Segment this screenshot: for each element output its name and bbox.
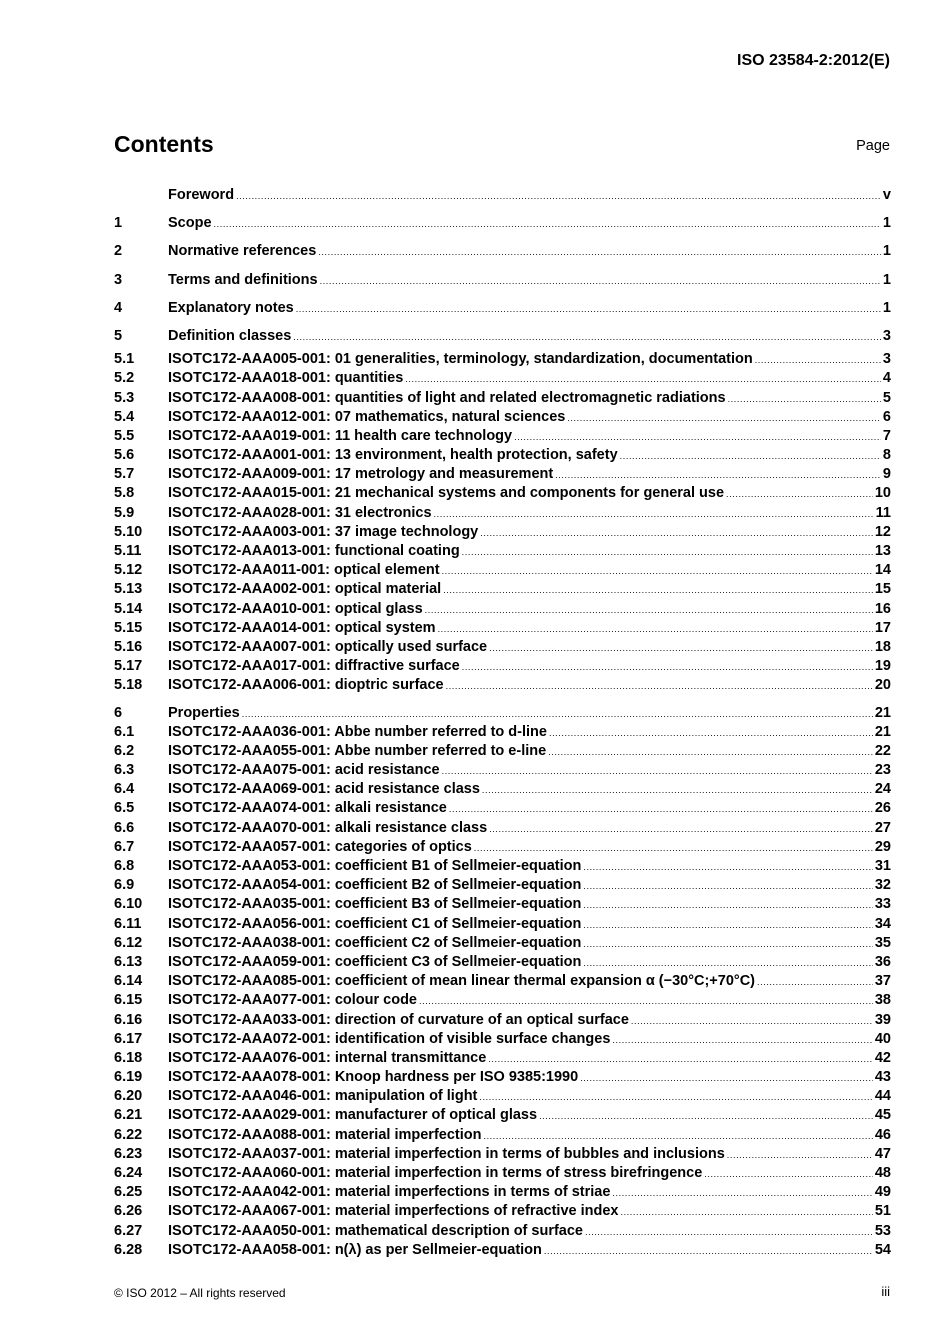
dot-leader (320, 267, 881, 295)
dot-leader (620, 447, 881, 466)
toc-entry[interactable] (114, 780, 891, 799)
dot-leader (425, 601, 873, 620)
toc-entry-page[interactable]: 16 (874, 600, 891, 617)
toc-entry-title[interactable]: ISOTC172-AAA067-001: material imperfections of refractive index (168, 1203, 619, 1220)
toc-entry[interactable] (114, 446, 891, 465)
toc-entry-title[interactable]: ISOTC172-AAA009-001: 17 metrology and measurement (168, 466, 554, 483)
toc-entry-page[interactable]: 8 (882, 447, 891, 464)
dot-leader (438, 620, 873, 639)
toc-entry-number: 5.13 (114, 581, 143, 598)
toc-entry[interactable] (114, 209, 891, 237)
toc-entry-number: 6.24 (114, 1165, 143, 1181)
toc-entry-number: 6.2 (114, 742, 135, 759)
toc-entry-title[interactable]: ISOTC172-AAA038-001: coefficient C2 of Sellmeier-equation (168, 934, 582, 951)
toc-entry-page[interactable]: 10 (874, 485, 891, 502)
toc-entry-title[interactable]: ISOTC172-AAA012-001: 07 mathematics, natural sciences (168, 408, 566, 425)
toc-entry-number: 5.15 (114, 619, 143, 636)
toc-entry-number: 6.15 (114, 992, 143, 1009)
toc-entry[interactable] (114, 322, 891, 350)
toc-entry[interactable] (114, 408, 891, 427)
toc-entry-title[interactable]: ISOTC172-AAA014-001: optical system (168, 619, 436, 636)
toc-entry-number: 6.11 (114, 915, 142, 932)
dot-leader (612, 1184, 872, 1203)
toc-entry[interactable] (114, 266, 891, 294)
toc-entry[interactable] (114, 1183, 891, 1202)
toc-entry[interactable] (114, 761, 891, 780)
toc-entry-page[interactable]: 54 (874, 1241, 891, 1258)
toc-entry-page[interactable]: 6 (882, 408, 891, 425)
toc-entry-page[interactable]: 43 (874, 1069, 891, 1086)
dot-leader (474, 839, 873, 858)
dot-leader (479, 1088, 872, 1107)
toc-entry-title[interactable]: ISOTC172-AAA060-001: material imperfection in terms of stress birefringence (168, 1165, 703, 1181)
toc-entry-page[interactable]: 29 (874, 838, 891, 855)
toc-entry-title[interactable]: ISOTC172-AAA053-001: coefficient B1 of Sellmeier-equation (168, 858, 582, 874)
toc-entry-title[interactable]: ISOTC172-AAA011-001: optical element (168, 562, 440, 579)
toc-entry-title[interactable]: ISOTC172-AAA007-001: optically used surface (168, 638, 488, 655)
toc-entry-number: 6.3 (114, 762, 135, 779)
toc-entry-title[interactable]: ISOTC172-AAA008-001: quantities of light and related electromagnetic radiations (168, 389, 726, 406)
toc-entry-number: 6.28 (114, 1241, 143, 1258)
toc-entry-title[interactable]: ISOTC172-AAA003-001: 37 image technology (168, 523, 479, 540)
toc-entry-number: 5.3 (114, 389, 135, 406)
toc-entry[interactable] (114, 1087, 891, 1106)
contents-heading: Contents (114, 131, 214, 157)
toc-entry-page[interactable]: 21 (874, 704, 891, 721)
toc-entry[interactable] (114, 580, 891, 599)
toc-entry-number: 5.1 (114, 351, 135, 368)
toc-entry-number: 1 (114, 215, 123, 232)
toc-entry-number: 4 (114, 299, 123, 316)
toc-entry-title[interactable]: ISOTC172-AAA050-001: mathematical description of surface (168, 1222, 583, 1239)
dot-leader (583, 877, 872, 896)
toc-entry-title[interactable]: ISOTC172-AAA006-001: dioptric surface (168, 677, 444, 694)
toc-entry[interactable] (114, 953, 891, 972)
toc-entry[interactable] (114, 638, 891, 657)
toc-entry-number: 6.10 (114, 896, 143, 913)
toc-entry-number: 5.9 (114, 504, 135, 521)
toc-entry-title[interactable]: Normative references (168, 243, 317, 260)
toc-entry-page[interactable]: 15 (874, 581, 891, 598)
toc-entry-number: 6 (114, 704, 123, 721)
toc-entry[interactable] (114, 723, 891, 742)
toc-entry-page[interactable]: 49 (874, 1184, 891, 1201)
toc-entry-number: 6.13 (114, 953, 143, 970)
dot-leader (583, 935, 872, 954)
toc-entry[interactable] (114, 181, 891, 209)
toc-entry-page[interactable]: 48 (874, 1165, 891, 1181)
toc-entry[interactable] (114, 1241, 891, 1260)
toc-entry-title[interactable]: Explanatory notes (168, 299, 294, 316)
toc-entry-title[interactable]: ISOTC172-AAA042-001: material imperfections in terms of striae (168, 1184, 611, 1201)
toc-entry-page[interactable]: 18 (874, 638, 891, 655)
toc-entry-title[interactable]: ISOTC172-AAA002-001: optical material (168, 581, 442, 598)
dot-leader (539, 1107, 873, 1126)
toc-entry-number: 6.20 (114, 1088, 143, 1105)
toc-entry-page[interactable]: 4 (882, 370, 891, 387)
dot-leader (583, 916, 872, 935)
toc-entry-page[interactable]: 1 (882, 243, 891, 260)
dot-leader (544, 1242, 873, 1261)
toc-entry-number: 5.6 (114, 447, 135, 464)
toc-entry-number: 5.11 (114, 543, 142, 559)
toc-entry[interactable] (114, 1202, 891, 1221)
toc-entry[interactable] (114, 427, 891, 446)
toc-entry-title[interactable]: ISOTC172-AAA058-001: n(λ) as per Sellmeier-equation (168, 1241, 542, 1258)
toc-entry[interactable] (114, 561, 891, 580)
toc-entry-number: 6.12 (114, 934, 143, 951)
toc-entry[interactable] (114, 237, 891, 265)
toc-entry[interactable] (114, 542, 891, 561)
toc-entry[interactable] (114, 600, 891, 619)
toc-entry-page[interactable]: 23 (874, 762, 891, 779)
toc-entry-number: 5.8 (114, 485, 135, 502)
toc-entry-title[interactable]: ISOTC172-AAA077-001: colour code (168, 992, 417, 1009)
toc-entry-page[interactable]: 26 (874, 800, 891, 817)
toc-entry-page[interactable]: 47 (874, 1145, 891, 1162)
toc-entry-number: 5.17 (114, 658, 143, 675)
toc-entry-title[interactable]: ISOTC172-AAA078-001: Knoop hardness per ISO 9385:1990 (168, 1069, 579, 1086)
dot-leader (482, 781, 873, 800)
toc-entry[interactable] (114, 619, 891, 638)
toc-entry-page[interactable]: 53 (874, 1222, 891, 1239)
toc-entry-number: 2 (114, 243, 123, 260)
toc-entry-page[interactable]: 17 (874, 619, 891, 636)
dot-leader (214, 210, 881, 238)
toc-entry-number: 5.4 (114, 408, 135, 425)
toc-entry-page[interactable]: 34 (874, 915, 891, 932)
toc-entry-title[interactable]: ISOTC172-AAA017-001: diffractive surface (168, 658, 460, 675)
dot-leader (567, 409, 881, 428)
toc-entry-title[interactable]: ISOTC172-AAA074-001: alkali resistance (168, 800, 447, 817)
dot-leader (728, 390, 881, 409)
toc-entry-page[interactable]: 51 (874, 1203, 891, 1220)
dot-leader (631, 1012, 873, 1031)
toc-entry-page[interactable]: 7 (882, 427, 891, 444)
dot-leader (296, 295, 881, 323)
toc-entry-title[interactable]: ISOTC172-AAA072-001: identification of visible surface changes (168, 1030, 611, 1047)
toc-entry-number: 6.27 (114, 1222, 143, 1239)
toc-entry-page[interactable]: 5 (882, 389, 891, 406)
toc-entry-page[interactable]: 14 (874, 562, 891, 579)
toc-entry[interactable] (114, 1049, 891, 1068)
toc-entry[interactable] (114, 657, 891, 676)
toc-entry-number: 6.21 (114, 1107, 143, 1124)
toc-entry[interactable] (114, 1030, 891, 1049)
toc-entry[interactable] (114, 1222, 891, 1241)
dot-leader (483, 1127, 872, 1146)
toc-entry-title[interactable]: ISOTC172-AAA013-001: functional coating (168, 543, 460, 559)
toc-entry-number: 5 (114, 327, 123, 344)
toc-entry-number: 6.6 (114, 819, 135, 836)
standard-identifier: ISO 23584-2:2012(E) (737, 52, 890, 69)
toc-entry[interactable] (114, 484, 891, 503)
dot-leader (549, 724, 873, 743)
toc-entry-number: 6.19 (114, 1069, 143, 1086)
dot-leader (434, 505, 874, 524)
toc-entry[interactable] (114, 838, 891, 857)
dot-leader (583, 954, 872, 973)
toc-entry[interactable] (114, 934, 891, 953)
dot-leader (443, 581, 873, 600)
dot-leader (583, 858, 872, 877)
toc-entry-title[interactable]: ISOTC172-AAA018-001: quantities (168, 370, 404, 387)
toc-entry-number: 6.25 (114, 1184, 143, 1201)
toc-entry-title[interactable]: ISOTC172-AAA055-001: Abbe number referred to e-line (168, 742, 547, 759)
toc-entry-number: 6.14 (114, 973, 143, 990)
toc-entry-number: 6.18 (114, 1049, 143, 1066)
toc-entry-number: 5.18 (114, 677, 143, 694)
toc-entry-title[interactable]: ISOTC172-AAA075-001: acid resistance (168, 762, 440, 779)
copyright-notice: © ISO 2012 – All rights reserved (114, 1286, 286, 1300)
toc-entry[interactable] (114, 1068, 891, 1087)
dot-leader (583, 896, 872, 915)
toc-entry-title[interactable]: ISOTC172-AAA010-001: optical glass (168, 600, 423, 617)
toc-entry[interactable] (114, 504, 891, 523)
toc-entry-number: 6.4 (114, 781, 135, 798)
toc-entry-title[interactable]: Definition classes (168, 327, 292, 344)
toc-entry-page[interactable]: 20 (874, 677, 891, 694)
toc-entry-page[interactable]: 1 (882, 299, 891, 316)
toc-entry-page[interactable]: v (882, 187, 891, 203)
toc-entry-page[interactable]: 38 (874, 992, 891, 1009)
dot-leader (704, 1165, 873, 1184)
toc-entry[interactable] (114, 991, 891, 1010)
toc-entry[interactable] (114, 294, 891, 322)
toc-entry-title[interactable]: ISOTC172-AAA036-001: Abbe number referred to d-line (168, 723, 547, 740)
toc-entry-title[interactable]: Foreword (168, 187, 235, 203)
dot-leader (727, 1146, 873, 1165)
dot-leader (405, 370, 881, 389)
toc-entry-title[interactable]: ISOTC172-AAA015-001: 21 mechanical systems and components for general use (168, 485, 725, 502)
toc-entry-page[interactable]: 22 (874, 742, 891, 759)
toc-entry-page[interactable]: 33 (874, 896, 891, 913)
toc-entry[interactable] (114, 676, 891, 695)
dot-leader (489, 820, 873, 839)
toc-entry[interactable] (114, 1145, 891, 1164)
toc-entry-page[interactable]: 31 (874, 858, 891, 874)
dot-leader (489, 639, 873, 658)
toc-entry-page[interactable]: 45 (874, 1107, 891, 1124)
toc-entry-page[interactable]: 1 (882, 215, 891, 232)
toc-entry-number: 5.14 (114, 600, 143, 617)
toc-entry-number: 5.16 (114, 638, 143, 655)
toc-entry-number: 3 (114, 271, 123, 288)
dot-leader (318, 238, 881, 266)
toc-entry-title[interactable]: Scope (168, 215, 212, 232)
dot-leader (462, 543, 873, 562)
dot-leader (580, 1069, 873, 1088)
toc-entry-title[interactable]: ISOTC172-AAA046-001: manipulation of light (168, 1088, 478, 1105)
toc-entry-page[interactable]: 32 (874, 877, 891, 894)
toc-entry-title[interactable]: ISOTC172-AAA057-001: categories of optics (168, 838, 472, 855)
toc-entry-number: 6.5 (114, 800, 135, 817)
toc-entry-number: 5.5 (114, 427, 135, 444)
toc-entry[interactable] (114, 799, 891, 818)
dot-leader (726, 485, 873, 504)
toc-entry[interactable] (114, 369, 891, 388)
dot-leader (236, 182, 881, 210)
toc-entry[interactable] (114, 876, 891, 895)
toc-entry-title[interactable]: ISOTC172-AAA088-001: material imperfection (168, 1126, 482, 1143)
toc-entry-title[interactable]: ISOTC172-AAA059-001: coefficient C3 of Sellmeier-equation (168, 953, 582, 970)
table-of-contents (114, 181, 891, 1260)
toc-entry-page[interactable]: 24 (874, 781, 891, 798)
dot-leader (449, 800, 873, 819)
toc-entry-page[interactable]: 11 (875, 504, 891, 521)
dot-leader (293, 323, 881, 351)
toc-entry-number: 6.1 (114, 723, 135, 740)
toc-entry-title[interactable]: ISOTC172-AAA085-001: coefficient of mean linear thermal expansion α (−30°C;+70°C) (168, 973, 756, 990)
toc-entry-title[interactable]: ISOTC172-AAA035-001: coefficient B3 of Sellmeier-equation (168, 896, 582, 913)
toc-entry-title[interactable]: ISOTC172-AAA076-001: internal transmittance (168, 1049, 487, 1066)
toc-entry-title[interactable]: ISOTC172-AAA056-001: coefficient C1 of Sellmeier-equation (168, 915, 582, 932)
toc-entry-page[interactable]: 35 (874, 934, 891, 951)
dot-leader (585, 1223, 873, 1242)
toc-entry-number: 6.16 (114, 1011, 143, 1028)
toc-entry-number: 6.17 (114, 1030, 143, 1047)
dot-leader (620, 1203, 872, 1222)
toc-entry[interactable] (114, 350, 891, 369)
toc-entry[interactable] (114, 972, 891, 991)
toc-entry[interactable] (114, 1106, 891, 1125)
toc-entry-number: 5.7 (114, 466, 135, 483)
toc-entry-number: 6.22 (114, 1126, 143, 1143)
dot-leader (242, 705, 873, 724)
dot-leader (446, 677, 873, 696)
toc-entry-title[interactable]: ISOTC172-AAA037-001: material imperfection in terms of bubbles and inclusions (168, 1145, 725, 1162)
toc-entry-number: 5.10 (114, 523, 143, 540)
toc-entry[interactable] (114, 915, 891, 934)
page-column-label: Page (856, 138, 890, 154)
toc-entry-title[interactable]: ISOTC172-AAA028-001: 31 electronics (168, 504, 432, 521)
dot-leader (555, 466, 881, 485)
toc-entry-title[interactable]: ISOTC172-AAA005-001: 01 generalities, terminology, standardization, documentation (168, 351, 753, 368)
dot-leader (462, 658, 873, 677)
toc-entry-page[interactable]: 39 (874, 1011, 891, 1028)
dot-leader (514, 428, 881, 447)
toc-entry-page[interactable]: 3 (882, 351, 891, 368)
toc-entry-title[interactable]: Properties (168, 704, 240, 721)
toc-entry[interactable] (114, 1164, 891, 1183)
dot-leader (488, 1050, 873, 1069)
toc-entry-number: 6.8 (114, 858, 135, 874)
toc-entry[interactable] (114, 742, 891, 761)
toc-entry[interactable] (114, 389, 891, 408)
toc-entry-number: 5.12 (114, 562, 143, 579)
toc-entry-number: 6.26 (114, 1203, 143, 1220)
toc-entry-title[interactable]: ISOTC172-AAA070-001: alkali resistance class (168, 819, 488, 836)
toc-entry-number: 6.23 (114, 1145, 143, 1162)
toc-entry[interactable] (114, 1126, 891, 1145)
toc-entry-page[interactable]: 1 (882, 271, 891, 288)
toc-entry-title[interactable]: Terms and definitions (168, 271, 318, 288)
toc-entry[interactable] (114, 895, 891, 914)
toc-entry-page[interactable]: 27 (874, 819, 891, 836)
footer-page-number: iii (881, 1284, 890, 1299)
toc-entry-title[interactable]: ISOTC172-AAA069-001: acid resistance class (168, 781, 480, 798)
toc-entry-page[interactable]: 42 (874, 1049, 891, 1066)
toc-entry-page[interactable]: 12 (874, 523, 891, 540)
dot-leader (442, 562, 873, 581)
toc-entry-page[interactable]: 40 (874, 1030, 891, 1047)
dot-leader (755, 351, 881, 370)
toc-entry[interactable] (114, 857, 891, 876)
dot-leader (480, 524, 873, 543)
toc-entry-title[interactable]: ISOTC172-AAA029-001: manufacturer of optical glass (168, 1107, 538, 1124)
toc-entry-page[interactable]: 19 (874, 658, 891, 675)
toc-entry-page[interactable]: 3 (882, 327, 891, 344)
toc-entry-page[interactable]: 37 (874, 973, 891, 990)
toc-entry[interactable] (114, 704, 891, 723)
toc-entry[interactable] (114, 523, 891, 542)
toc-entry-number: 6.9 (114, 877, 135, 894)
toc-entry-page[interactable]: 13 (874, 543, 891, 559)
dot-leader (612, 1031, 872, 1050)
dot-leader (757, 973, 873, 992)
toc-entry-page[interactable]: 36 (874, 953, 891, 970)
dot-leader (548, 743, 873, 762)
toc-entry-title[interactable]: ISOTC172-AAA001-001: 13 environment, health protection, safety (168, 447, 618, 464)
dot-leader (419, 992, 873, 1011)
toc-entry[interactable] (114, 465, 891, 484)
toc-entry-title[interactable]: ISOTC172-AAA019-001: 11 health care technology (168, 427, 513, 444)
toc-entry-page[interactable]: 21 (874, 723, 891, 740)
toc-entry-page[interactable]: 9 (882, 466, 891, 483)
toc-entry-number: 5.2 (114, 370, 135, 387)
toc-entry[interactable] (114, 819, 891, 838)
toc-entry-page[interactable]: 44 (874, 1088, 891, 1105)
toc-entry[interactable] (114, 1011, 891, 1030)
toc-entry-page[interactable]: 46 (874, 1126, 891, 1143)
dot-leader (442, 762, 873, 781)
toc-entry-number: 6.7 (114, 838, 135, 855)
toc-entry-title[interactable]: ISOTC172-AAA033-001: direction of curvature of an optical surface (168, 1011, 629, 1028)
toc-entry-title[interactable]: ISOTC172-AAA054-001: coefficient B2 of Sellmeier-equation (168, 877, 582, 894)
